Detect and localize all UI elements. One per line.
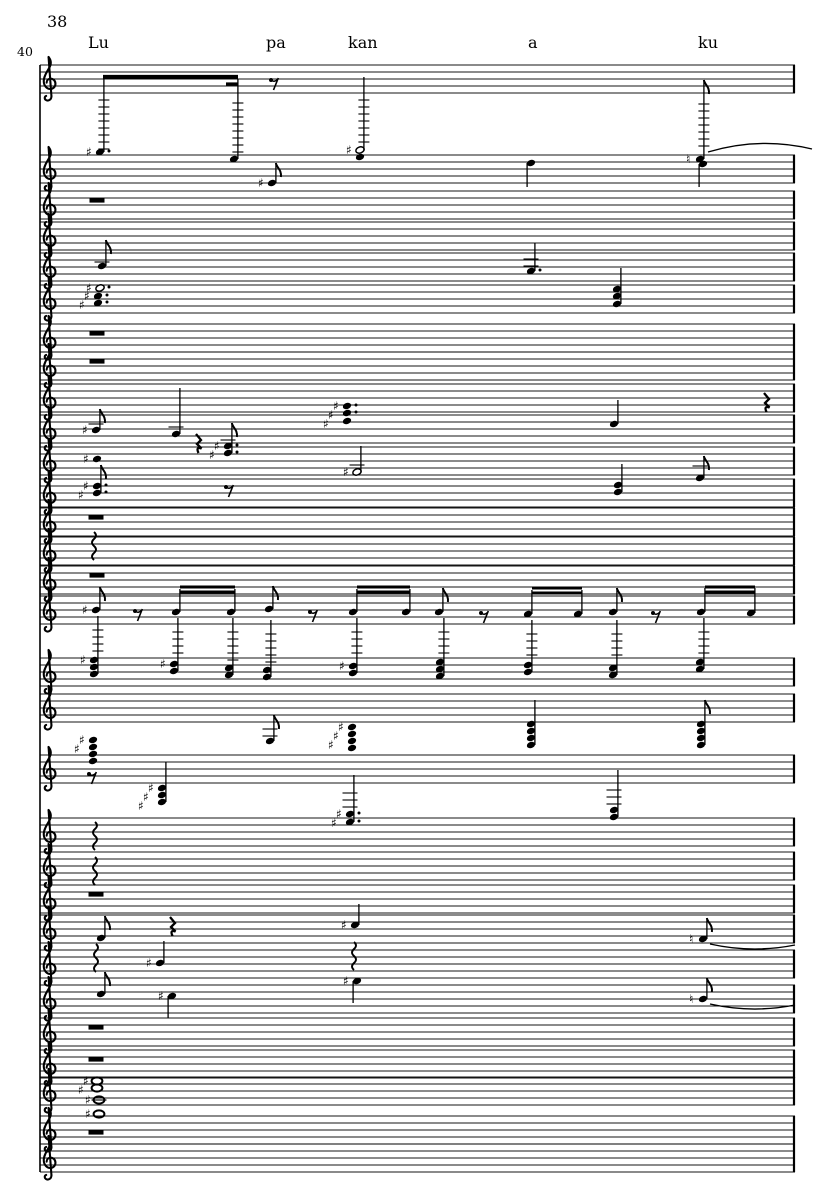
svg-text:♯: ♯ <box>343 465 349 479</box>
svg-text:♯: ♯ <box>214 439 220 453</box>
svg-text:♮: ♮ <box>689 992 694 1006</box>
svg-text:♯: ♯ <box>86 145 92 159</box>
svg-text:♯: ♯ <box>143 790 149 804</box>
svg-text:♯: ♯ <box>83 1074 89 1088</box>
svg-text:♯: ♯ <box>79 298 85 312</box>
svg-text:♯: ♯ <box>331 816 337 830</box>
svg-text:♮: ♮ <box>686 152 691 166</box>
svg-text:♯: ♯ <box>160 657 166 671</box>
svg-text:♯: ♯ <box>146 956 152 970</box>
svg-text:♯: ♯ <box>258 176 264 190</box>
lyric-syllable: Lu <box>88 33 109 52</box>
svg-text:♯: ♯ <box>158 989 164 1003</box>
svg-text:♯: ♯ <box>341 918 347 932</box>
svg-text:♯: ♯ <box>86 281 92 295</box>
lyric-syllable: a <box>528 33 538 52</box>
svg-text:♯: ♯ <box>338 720 344 734</box>
svg-text:♯: ♯ <box>343 974 349 988</box>
svg-text:♯: ♯ <box>346 143 352 157</box>
svg-text:♯: ♯ <box>333 399 339 413</box>
svg-text:♯: ♯ <box>209 448 215 462</box>
lyric-syllable: ku <box>698 33 718 52</box>
measure-number: 40 <box>17 44 33 59</box>
svg-text:♯: ♯ <box>84 289 90 303</box>
svg-text:♯: ♯ <box>328 738 334 752</box>
svg-text:♯: ♯ <box>78 488 84 502</box>
svg-text:♯: ♯ <box>333 729 339 743</box>
svg-text:♯: ♯ <box>80 653 86 667</box>
svg-text:♯: ♯ <box>336 807 342 821</box>
svg-text:♯: ♯ <box>74 742 80 756</box>
svg-text:♯: ♯ <box>78 1083 84 1097</box>
svg-text:♯: ♯ <box>79 733 85 747</box>
svg-text:♯: ♯ <box>83 479 89 493</box>
svg-text:♯: ♯ <box>323 417 329 431</box>
svg-text:♯: ♯ <box>148 781 154 795</box>
svg-text:♮: ♮ <box>689 932 694 946</box>
svg-text:♯: ♯ <box>83 452 89 466</box>
lyric-syllable: kan <box>348 33 378 52</box>
svg-text:♯: ♯ <box>85 1093 91 1107</box>
svg-text:♯: ♯ <box>82 603 88 617</box>
svg-text:♯: ♯ <box>138 799 144 813</box>
svg-text:♯: ♯ <box>328 408 334 422</box>
svg-text:♯: ♯ <box>85 1107 91 1121</box>
svg-text:♯: ♯ <box>82 423 88 437</box>
page-number: 38 <box>47 12 68 31</box>
lyric-syllable: pa <box>266 33 286 52</box>
svg-text:♯: ♯ <box>339 659 345 673</box>
